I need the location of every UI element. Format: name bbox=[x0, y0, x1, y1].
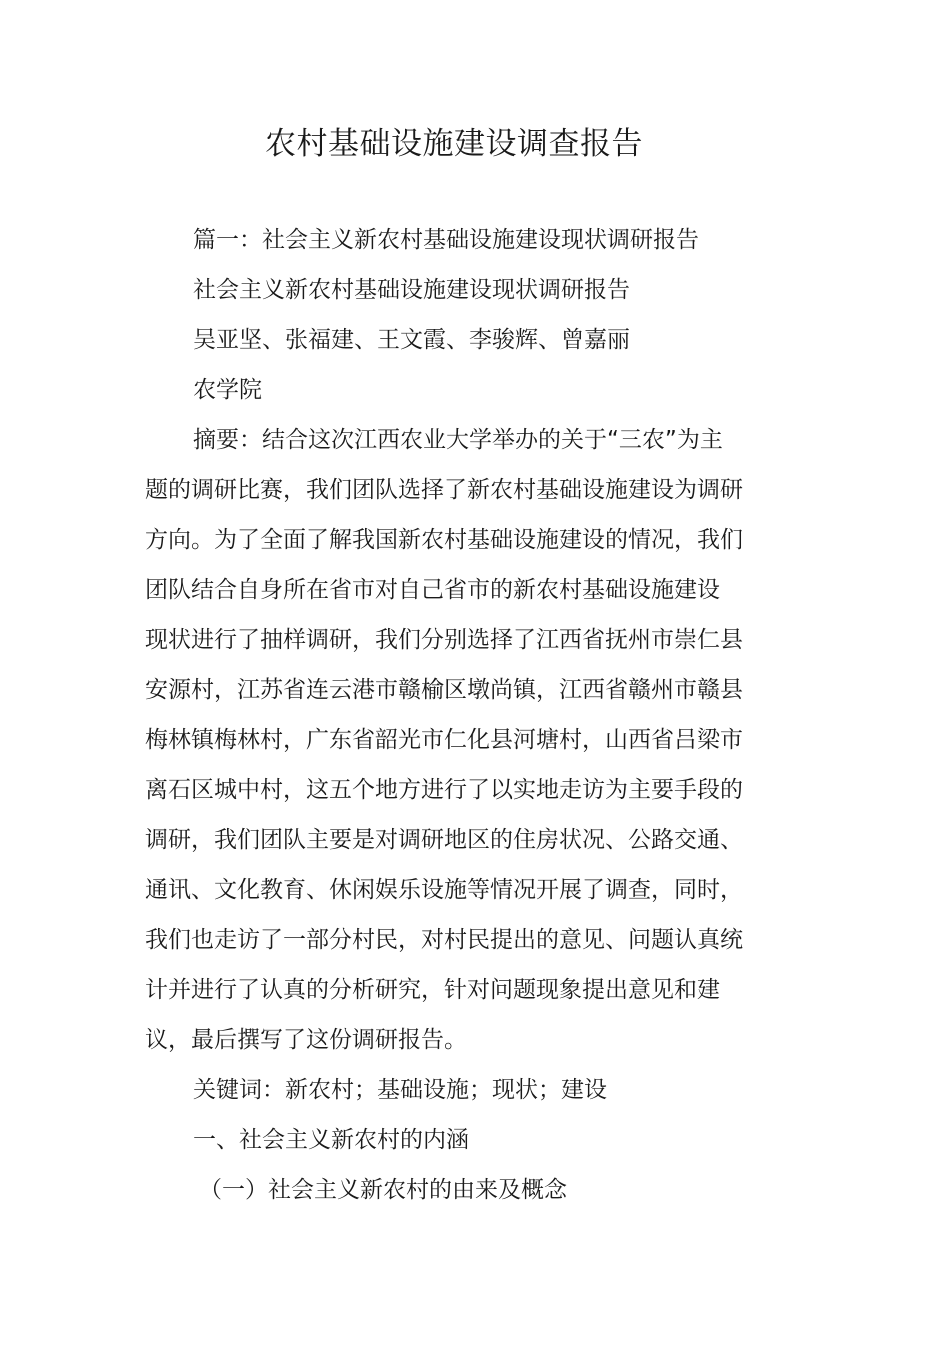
report-subtitle: 社会主义新农村基础设施建设现状调研报告 bbox=[193, 277, 630, 303]
abstract-line: 题的调研比赛，我们团队选择了新农村基础设施建设为调研 bbox=[145, 477, 743, 503]
abstract-line: 通讯、文化教育、休闲娱乐设施等情况开展了调查，同时， bbox=[145, 877, 743, 903]
author-list: 吴亚坚、张福建、王文霞、李骏辉、曾嘉丽 bbox=[193, 327, 630, 353]
abstract-line: 摘要：结合这次江西农业大学举办的关于“三农”为主 bbox=[193, 427, 723, 453]
abstract-line: 团队结合自身所在省市对自己省市的新农村基础设施建设 bbox=[145, 577, 720, 603]
keywords: 关键词：新农村；基础设施；现状；建设 bbox=[193, 1077, 607, 1103]
abstract-line: 我们也走访了一部分村民，对村民提出的意见、问题认真统 bbox=[145, 927, 743, 953]
abstract-line: 现状进行了抽样调研，我们分别选择了江西省抚州市崇仁县 bbox=[145, 627, 743, 653]
heading-1-1: （一）社会主义新农村的由来及概念 bbox=[199, 1177, 567, 1203]
abstract-line: 安源村，江苏省连云港市赣榆区墩尚镇，江西省赣州市赣县 bbox=[145, 677, 743, 703]
abstract-line: 梅林镇梅林村，广东省韶光市仁化县河塘村，山西省吕梁市 bbox=[145, 727, 743, 753]
affiliation: 农学院 bbox=[193, 377, 262, 403]
heading-1: 一、社会主义新农村的内涵 bbox=[193, 1127, 469, 1153]
section-heading: 篇一：社会主义新农村基础设施建设现状调研报告 bbox=[193, 227, 699, 253]
abstract-line: 议，最后撰写了这份调研报告。 bbox=[145, 1027, 467, 1053]
document-title: 农村基础设施建设调查报告 bbox=[265, 126, 643, 162]
abstract-line: 调研，我们团队主要是对调研地区的住房状况、公路交通、 bbox=[145, 827, 743, 853]
abstract-line: 计并进行了认真的分析研究，针对问题现象提出意见和建 bbox=[145, 977, 720, 1003]
abstract-line: 离石区城中村，这五个地方进行了以实地走访为主要手段的 bbox=[145, 777, 743, 803]
abstract-line: 方向。为了全面了解我国新农村基础设施建设的情况，我们 bbox=[145, 527, 743, 553]
